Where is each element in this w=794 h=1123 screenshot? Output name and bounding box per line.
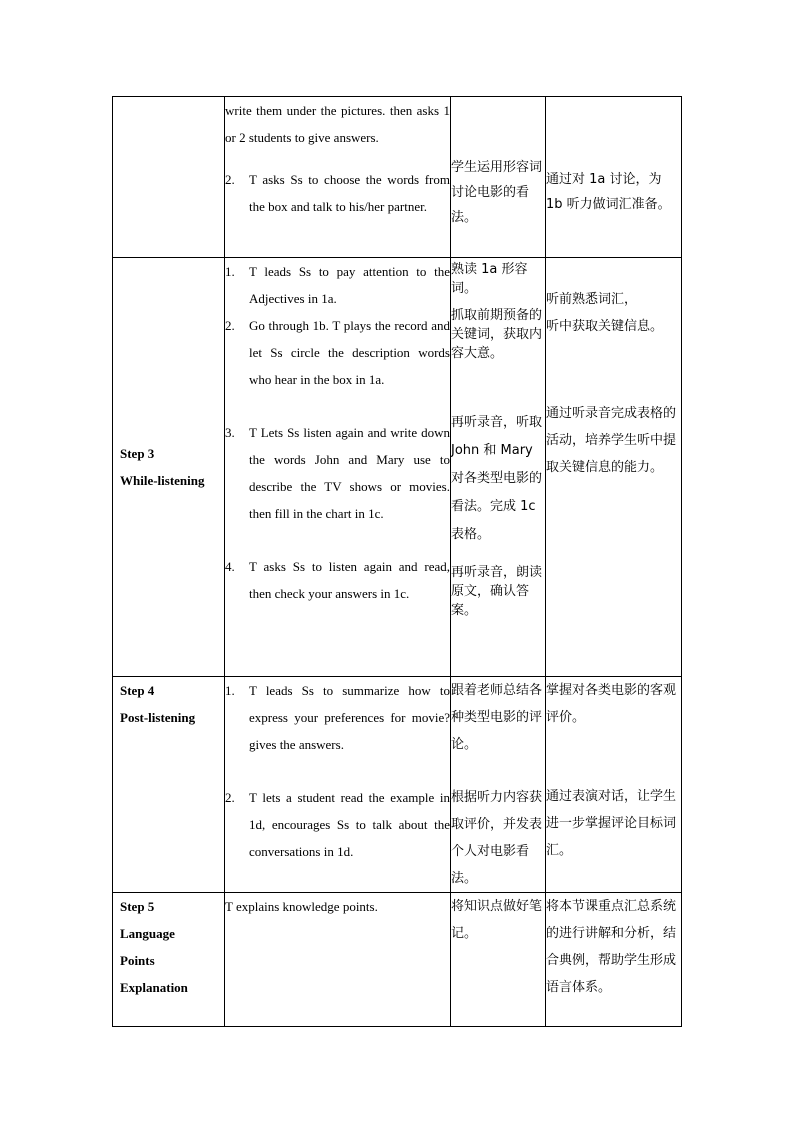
student-text: 再听录音，朗读原文，确认答案。 — [451, 565, 543, 618]
item-number: 2. — [225, 318, 235, 333]
purpose-text: 听前熟悉词汇， — [546, 292, 638, 307]
student-text: 学生运用形容词讨论电影的看法。 — [451, 160, 543, 225]
activity-item — [225, 784, 450, 865]
step-title-line: Language — [120, 926, 175, 941]
purpose-text: 通过对 1a 讨论，为 1b 听力做词汇准备。 — [546, 172, 671, 212]
item-number: 3. — [225, 425, 235, 440]
item-text: T Lets Ss listen again and write down the words John and Mary use to describe the TV shows or movies. then fill in the chart in 1c. — [249, 425, 450, 521]
step-number: Step 4 — [120, 683, 155, 698]
purpose-cell — [546, 97, 682, 258]
student-text: 熟读 1a 形容词。 — [451, 262, 528, 296]
activity-item — [225, 258, 450, 312]
item-text: T asks Ss to choose the words from the box and talk to his/her partner. — [249, 172, 450, 214]
purpose-text: 通过听录音完成表格的活动，培养学生听中提取关键信息的能力。 — [546, 406, 677, 475]
activity-cell — [225, 677, 451, 893]
table-row — [113, 893, 682, 1027]
table-row — [113, 677, 682, 893]
student-text: 将知识点做好笔记。 — [451, 899, 543, 941]
step-number: Step 5 — [120, 899, 155, 914]
step-cell — [113, 97, 225, 258]
step-number: Step 3 — [120, 446, 155, 461]
student-text: 根据听力内容获取评价，并发表个人对电影看法。 — [451, 790, 543, 886]
student-text: 跟着老师总结各种类型电影的评论。 — [451, 683, 543, 752]
purpose-cell — [546, 893, 682, 1027]
activity-text: T explains knowledge points. — [225, 899, 378, 914]
step-cell — [113, 893, 225, 1027]
item-number: 1. — [225, 264, 235, 279]
activity-item — [225, 677, 450, 758]
item-text: T leads Ss to pay attention to the Adjectives in 1a. — [249, 264, 450, 306]
activity-cell — [225, 97, 451, 258]
step-title-line: Explanation — [120, 980, 188, 995]
item-number: 4. — [225, 559, 235, 574]
item-number: 2. — [225, 172, 235, 187]
step-cell — [113, 677, 225, 893]
activity-cell — [225, 258, 451, 677]
table-row — [113, 97, 682, 258]
purpose-text: 通过表演对话，让学生进一步掌握评论目标词汇。 — [546, 789, 677, 858]
step-title: Post-listening — [120, 710, 196, 725]
student-activity-cell — [451, 97, 546, 258]
purpose-text: 听中获取关键信息。 — [546, 319, 664, 334]
step-title: While-listening — [120, 473, 205, 488]
item-text: Go through 1b. T plays the record and let Ss circle the description words who hear in the box in 1a. — [249, 318, 450, 387]
activity-cell — [225, 893, 451, 1027]
student-activity-cell — [451, 677, 546, 893]
step-title-line: Points — [120, 953, 155, 968]
purpose-cell — [546, 258, 682, 677]
activity-text: write them under the pictures. then asks 1 or 2 students to give answers. — [225, 103, 450, 145]
student-text: 抓取前期预备的关键词，获取内容大意。 — [451, 308, 543, 361]
activity-item — [225, 166, 450, 220]
item-number: 2. — [225, 790, 235, 805]
purpose-text: 掌握对各类电影的客观评价。 — [546, 683, 677, 725]
item-number: 1. — [225, 683, 235, 698]
table-row — [113, 258, 682, 677]
item-text: T lets a student read the example in 1d, encourages Ss to talk about the conversations in 1d. — [249, 790, 450, 859]
lesson-plan-table — [112, 96, 682, 1027]
activity-item — [225, 419, 450, 527]
purpose-cell — [546, 677, 682, 893]
student-text: 再听录音，听取 John 和 Mary 对各类型电影的看法。完成 1c 表格。 — [451, 415, 543, 542]
step-cell — [113, 258, 225, 677]
activity-item — [225, 553, 450, 607]
activity-item — [225, 312, 450, 393]
item-text: T asks Ss to listen again and read, then check your answers in 1c. — [249, 559, 450, 601]
student-activity-cell — [451, 258, 546, 677]
purpose-text: 将本节课重点汇总系统的进行讲解和分析，结合典例，帮助学生形成语言体系。 — [546, 899, 677, 995]
item-text: T leads Ss to summarize how to express your preferences for movie? gives the answers. — [249, 683, 450, 752]
student-activity-cell — [451, 893, 546, 1027]
